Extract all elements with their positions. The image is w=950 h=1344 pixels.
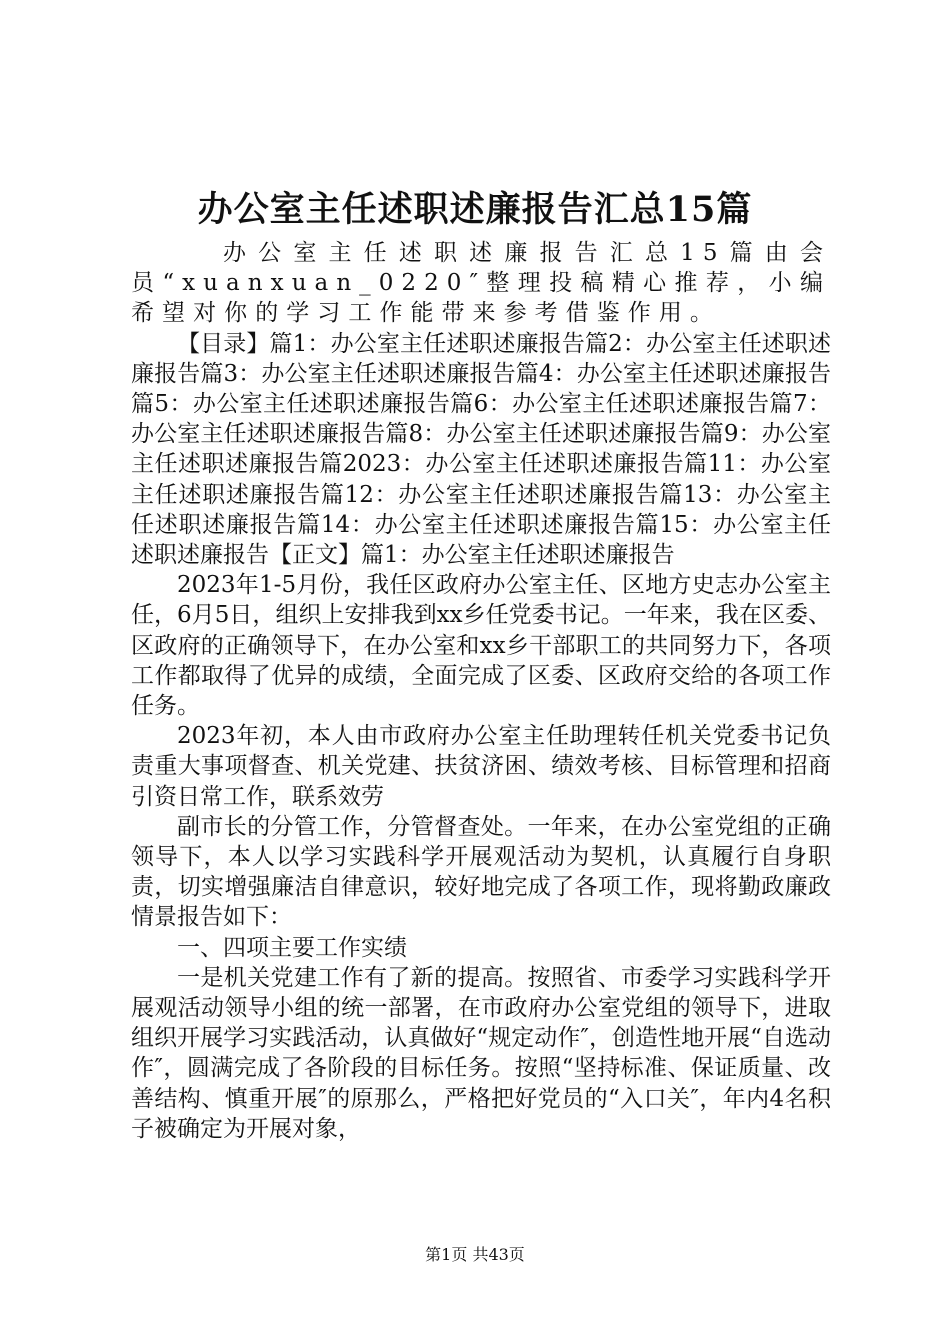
body-paragraph: 副市长的分管工作，分管督查处。一年来，在办公室党组的正确领导下，本人以学习实践科学开展观活动为契机，认真履行自身职责，切实增强廉洁自律意识，较好地完成了各项工作，现将勤政廉政情景报告如下： — [131, 813, 831, 931]
intro-paragraph: 办公室主任述职述廉报告汇总15篇由会员“xuanxuan_0220″整理投稿精心推荐，小编希望对你的学习工作能带来参考借鉴作用。 — [131, 240, 831, 327]
page-number-footer: 第1页 共43页 — [425, 1245, 525, 1264]
body-paragraph: 2023年1-5月份，我任区政府办公室主任、区地方史志办公室主任，6月5日，组织上安排我到xx乡任党委书记。一年来，我在区委、区政府的正确领导下，在办公室和xx乡干部职工的共同努力下，各项工作都取得了优异的成绩，全面完成了区委、区政府交给的各项工作任务。 — [131, 572, 831, 720]
document-title: 办公室主任述职述廉报告汇总15篇 — [197, 189, 753, 230]
body-paragraph: 2023年初，本人由市政府办公室主任助理转任机关党委书记负责重大事项督查、机关党建、扶贫济困、绩效考核、目标管理和招商引资日常工作，联系效劳 — [131, 723, 831, 810]
table-of-contents-paragraph: 【目录】篇1：办公室主任述职述廉报告篇2：办公室主任述职述廉报告篇3：办公室主任述职述廉报告篇4：办公室主任述职述廉报告篇5：办公室主任述职述廉报告篇6：办公室主任述职述廉报告篇7：办公室主任述职述廉报告篇8：办公室主任述职述廉报告篇9：办公室主任述职述廉报告篇2023：办公室主任述职述廉报告篇11：办公室主任述职述廉报告篇12：办公室主任述职述廉报告篇13：办公室主任述职述廉报告篇14：办公室主任述职述廉报告篇15：办公室主任述职述廉报告【正文】篇1：办公室主任述职述廉报告 — [131, 330, 831, 569]
body-paragraph: 一是机关党建工作有了新的提高。按照省、市委学习实践科学开展观活动领导小组的统一部署，在市政府办公室党组的领导下，进取组织开展学习实践活动，认真做好“规定动作″，创造性地开展“自选动作″，圆满完成了各阶段的目标任务。按照“坚持标准、保证质量、改善结构、慎重开展″的原那么，严格把好党员的“入口关″，年内4名积子被确定为开展对象， — [131, 964, 831, 1142]
document-body — [131, 238, 831, 1144]
section-heading: 一、四项主要工作实绩 — [177, 934, 407, 961]
